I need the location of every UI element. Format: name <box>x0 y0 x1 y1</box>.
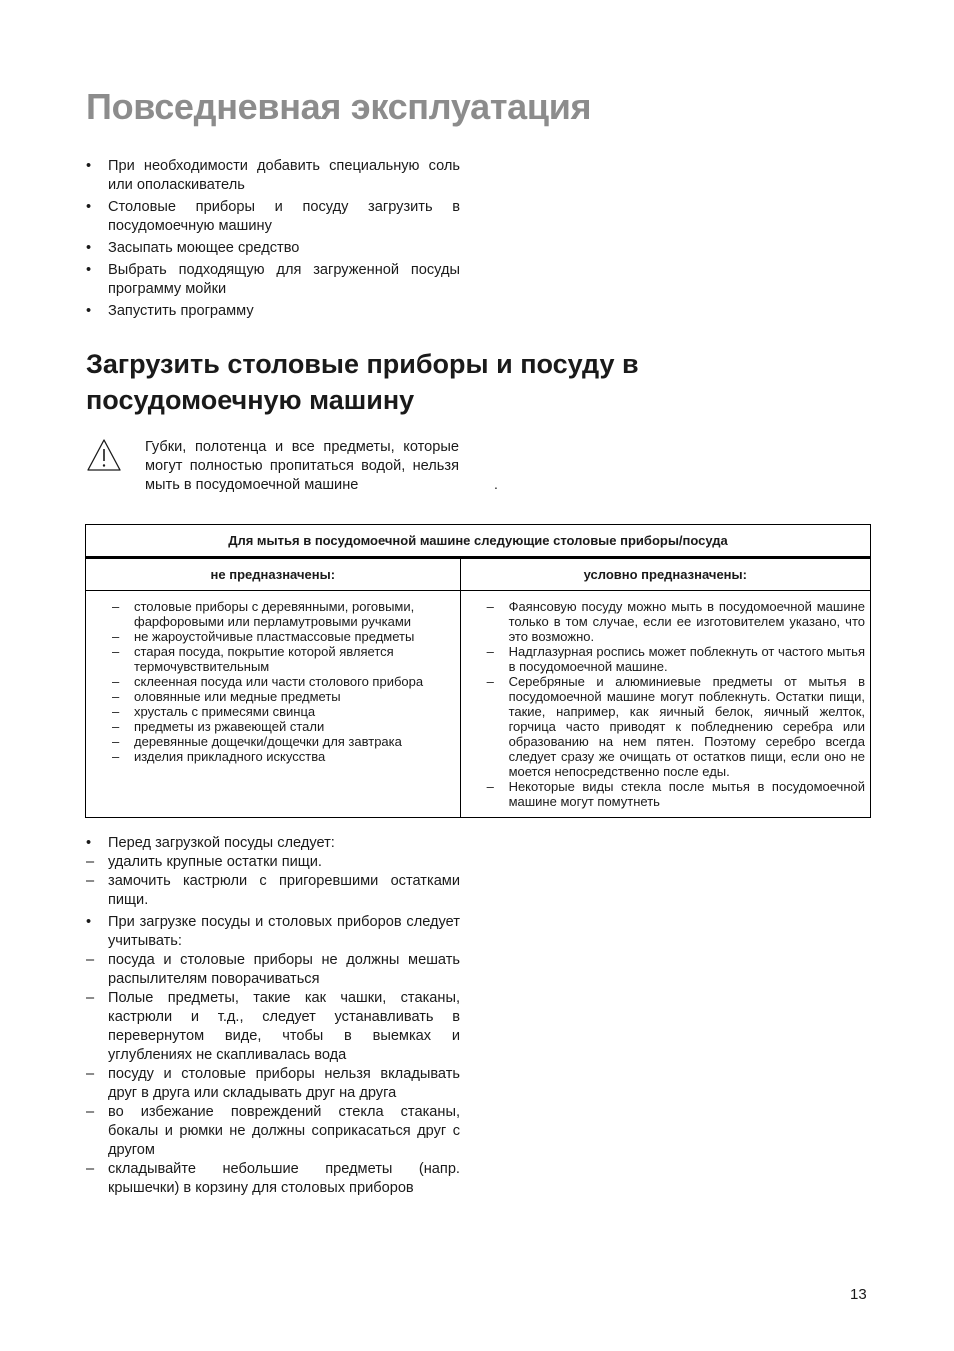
list-item: • Выбрать подходящую для загруженной посуды программу мойки <box>86 261 460 299</box>
list-item: • Столовые приборы и посуду загрузить в посудомоечную машину <box>86 198 460 236</box>
table-list-item: – предметы из ржавеющей стали <box>112 719 455 734</box>
list-item: • Запустить программу <box>86 302 460 321</box>
table-list-item: – деревянные дощечки/дощечки для завтрака <box>112 734 455 749</box>
list-item <box>86 913 460 1198</box>
stray-dot: . <box>494 476 498 492</box>
list-item: – посуда и столовые приборы не должны мешать распылителям поворачиваться <box>86 951 460 989</box>
table-list-item: – оловянные или медные предметы <box>112 689 455 704</box>
column-header-not-suitable: не предназначены: <box>86 558 461 591</box>
list-item: – во избежание повреждений стекла стаканы, бокалы и рюмки не должны соприкасаться друг с другом <box>86 1103 460 1160</box>
list-item: – складывайте небольшие предметы (напр. крышечки) в корзину для столовых приборов <box>86 1160 460 1198</box>
list-item: – посуду и столовые приборы нельзя вкладывать друг в друга или складывать друг на друга <box>86 1065 460 1103</box>
list-item: – замочить кастрюли с пригоревшими остатками пищи. <box>86 872 460 910</box>
conditionally-suitable-cell <box>460 591 870 818</box>
when-loading-label: При загрузке посуды и столовых приборов следует учитывать: <box>108 914 460 949</box>
list-item <box>86 834 460 910</box>
table-list-item: – изделия прикладного искусства <box>112 749 455 764</box>
section-heading: Загрузить столовые приборы и посуду в посудомоечную машину <box>86 349 639 415</box>
table-list-item: – Фаянсовую посуду можно мыть в посудомоечной машине только в том случае, если ее изготовителем указано, что это возможно. <box>487 599 865 644</box>
table-list-item: – старая посуда, покрытие которой является термочувствительным <box>112 644 455 674</box>
list-item: • Засыпать моющее средство <box>86 239 460 258</box>
warning-text: Губки, полотенца и все предметы, которые могут полностью пропитаться водой, нельзя мыть в посудомоечной машине <box>145 439 459 493</box>
intro-steps <box>86 157 460 324</box>
list-item: – Полые предметы, такие как чашки, стаканы, кастрюли и т.д., следует устанавливать в перевернутом виде, чтобы в выемках и углублениях не скапливалась вода <box>86 989 460 1065</box>
table-list-item: – столовые приборы с деревянными, роговыми, фарфоровыми или перламутровыми ручками <box>112 599 455 629</box>
page-number: 13 <box>850 1286 867 1303</box>
list-item: • При необходимости добавить специальную соль или ополаскиватель <box>86 157 460 195</box>
before-loading-label: Перед загрузкой посуды следует: <box>108 835 335 851</box>
table-list-item: – Серебряные и алюминиевые предметы от мытья в посудомоечной машине могут поблекнуть. Остатки пищи, такие, например, как яичный белок, яичный желток, горчица часто приводят к побледнению серебра или образованию на нем пятен. Поэтому серебро всегда следует сразу же очищать от остатков пищи, если оно не моется непосредственно после еды. <box>487 674 865 779</box>
not-suitable-cell <box>86 591 461 818</box>
warning-triangle-icon <box>86 438 122 472</box>
table-list-item: – Некоторые виды стекла после мытья в посудомоечной машине могут помутнеть <box>487 779 865 809</box>
table-list-item: – Надглазурная роспись может поблекнуть от частого мытья в посудомоечной машине. <box>487 644 865 674</box>
page-title: Повседневная эксплуатация <box>86 86 592 127</box>
table-header: Для мытья в посудомоечной машине следующие столовые приборы/посуда <box>86 525 871 558</box>
loading-instructions <box>86 834 460 1201</box>
table-list-item: – не жароустойчивые пластмассовые предметы <box>112 629 455 644</box>
table-list-item: – хрусталь с примесями свинца <box>112 704 455 719</box>
dishware-table <box>85 524 871 818</box>
column-header-conditionally-suitable: условно предназначены: <box>460 558 870 591</box>
list-item: – удалить крупные остатки пищи. <box>86 853 460 872</box>
table-list-item: – склеенная посуда или части столового прибора <box>112 674 455 689</box>
